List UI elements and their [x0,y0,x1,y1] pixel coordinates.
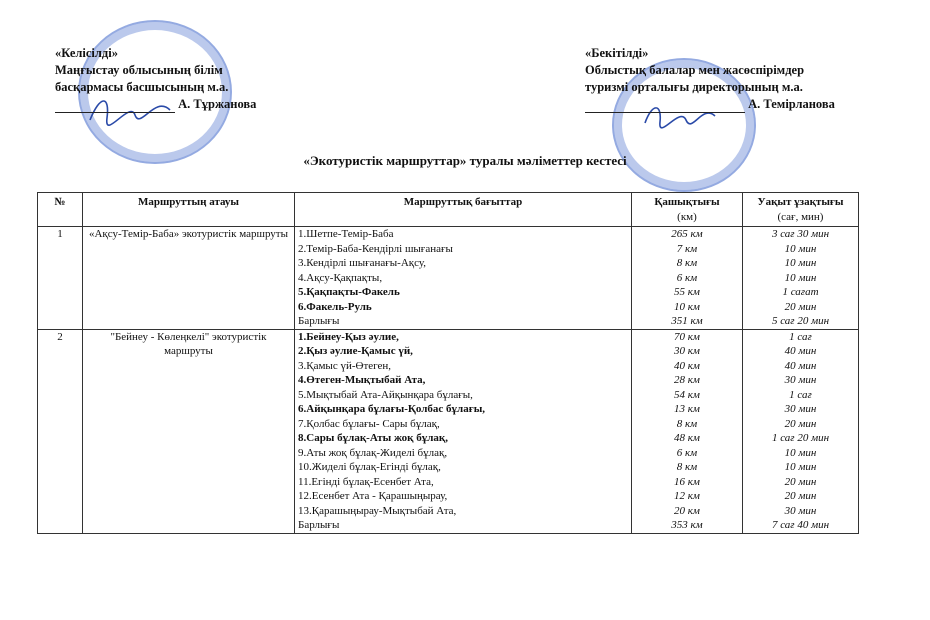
segment-distance: 8 км [676,417,698,430]
segment-duration: 30 мин [784,504,817,517]
route-segment: 6.Айқынқара бұлағы-Қолбас бұлағы, [298,403,486,415]
segment-distance: 7 км [676,242,698,255]
segment-distance: 55 км [674,286,700,298]
route-segment: 2.Қыз әулие-Қамыс үй, [298,345,413,357]
route-segment: 3.Кендірлі шығанағы-Ақсу, [298,257,427,269]
route-number: 2 [38,329,83,533]
route-segment: Барлығы [298,315,340,327]
route-number: 1 [38,227,83,330]
segment-duration: 10 мин [784,461,817,473]
header-directions: Маршруттық бағыттар [295,193,632,227]
route-segment: 6.Факель-Руль [298,300,372,313]
segment-distance: 48 км [674,432,700,444]
segment-distance: 6 км [676,271,698,284]
route-distances [632,227,743,330]
segment-duration: 1 сағ 20 мин [771,432,830,444]
segment-distance: 12 км [674,490,700,502]
approval-label: «Бекітілді» [585,46,649,60]
approval-org-line2: туризмі орталығы директорының м.а. [585,80,803,94]
table-row [38,227,859,330]
segment-distance: 54 км [674,388,700,401]
header-duration-label: Уақыт ұзақтығы [757,196,844,208]
header-distance-unit: (км) [677,210,697,223]
segment-duration: 20 мин [784,300,817,313]
segment-distance: 8 км [676,461,698,473]
segment-duration: 10 мин [784,242,817,255]
segment-duration: 20 мин [784,417,817,430]
approval-block-agreed [55,45,355,113]
signature-line [585,98,745,113]
segment-distance: 20 км [674,504,700,517]
approval-org-line1: Маңғыстау облысының білім [55,63,223,77]
segment-duration: 20 мин [784,490,817,502]
header-distance-label: Қашықтығы [654,196,720,208]
route-segment: 8.Сары бұлақ-Аты жоқ бұлақ, [298,432,449,444]
segment-distance: 70 км [674,330,700,343]
segment-distance: 16 км [674,475,700,488]
segment-duration: 1 сағ [789,388,812,401]
document-title: «Экотуристік маршруттар» туралы мәліметтер кестесі [303,153,627,168]
signature-line [55,98,175,113]
route-segment: 2.Темір-Баба-Кендірлі шығанағы [298,242,453,255]
segment-duration: 3 сағ 30 мин [771,228,830,240]
route-segment: 5.Қақпақты-Факель [298,286,400,298]
routes-table [37,192,859,534]
segment-distance: 13 км [674,403,700,415]
route-segment: 1.Бейнеу-Қыз әулие, [298,330,399,343]
approval-label: «Келісілді» [55,46,118,60]
approval-org-line2: басқармасы басшысының м.а. [55,80,229,94]
header-distance [632,193,743,227]
route-name: "Бейнеу - Көлеңкелі" экотуристік маршруты [83,329,295,533]
route-directions [295,329,632,533]
segment-duration: 10 мин [784,271,817,284]
approval-org-line1: Облыстық балалар мен жасөспірімдер [585,63,805,77]
route-segment: 11.Егінді бұлақ-Есенбет Ата, [298,475,434,488]
segment-distance: 28 км [674,374,700,386]
route-segment: 12.Есенбет Ата - Қарашыңырау, [298,490,448,502]
table-header-row [38,193,859,227]
route-durations [743,227,859,330]
route-segment: 5.Мықтыбай Ата-Айқынқара бұлағы, [298,388,473,401]
header-num: № [38,193,83,227]
segment-duration: 30 мин [784,403,817,415]
route-segment: 4.Өтеген-Мықтыбай Ата, [298,374,426,386]
segment-duration: 10 мин [784,446,817,459]
segment-duration: 30 мин [784,374,817,386]
route-segment: Барлығы [298,519,340,531]
route-segment: 7.Қолбас бұлағы- Сары бұлақ, [298,417,440,430]
table-row [38,329,859,533]
approver-name: А. Темірланова [748,97,835,111]
route-directions [295,227,632,330]
segment-duration: 10 мин [784,257,817,269]
route-name: «Ақсу-Темір-Баба» экотуристік маршруты [83,227,295,330]
segment-distance: 351 км [671,315,703,327]
segment-distance: 30 км [674,345,700,357]
route-segment: 10.Жиделі бұлақ-Егінді бұлақ, [298,461,441,473]
segment-duration: 7 сағ 40 мин [771,519,830,531]
segment-distance: 6 км [676,446,698,459]
segment-distance: 8 км [676,257,698,269]
segment-distance: 40 км [674,359,700,372]
segment-distance: 353 км [671,519,703,531]
segment-distance: 10 км [674,300,700,313]
route-segment: 13.Қарашыңырау-Мықтыбай Ата, [298,504,457,517]
segment-duration: 20 мин [784,475,817,488]
approver-name: А. Тұржанова [178,97,257,111]
route-segment: 3.Қамыс үй-Өтеген, [298,359,392,372]
approval-block-approved [585,45,885,113]
route-durations [743,329,859,533]
header-duration-unit: (сағ, мин) [777,210,824,223]
route-segment: 1.Шетпе-Темір-Баба [298,228,394,240]
segment-duration: 1 сағ [789,330,812,343]
route-segment: 4.Ақсу-Қақпақты, [298,271,383,284]
segment-duration: 40 мин [784,359,817,372]
header-duration [743,193,859,227]
route-segment: 9.Аты жоқ бұлақ-Жиделі бұлақ, [298,446,448,459]
segment-distance: 265 км [671,228,703,240]
segment-duration: 40 мин [784,345,817,357]
header-route-name: Маршруттың атауы [83,193,295,227]
segment-duration: 1 сағат [782,286,819,298]
route-distances [632,329,743,533]
segment-duration: 5 сағ 20 мин [771,315,830,327]
